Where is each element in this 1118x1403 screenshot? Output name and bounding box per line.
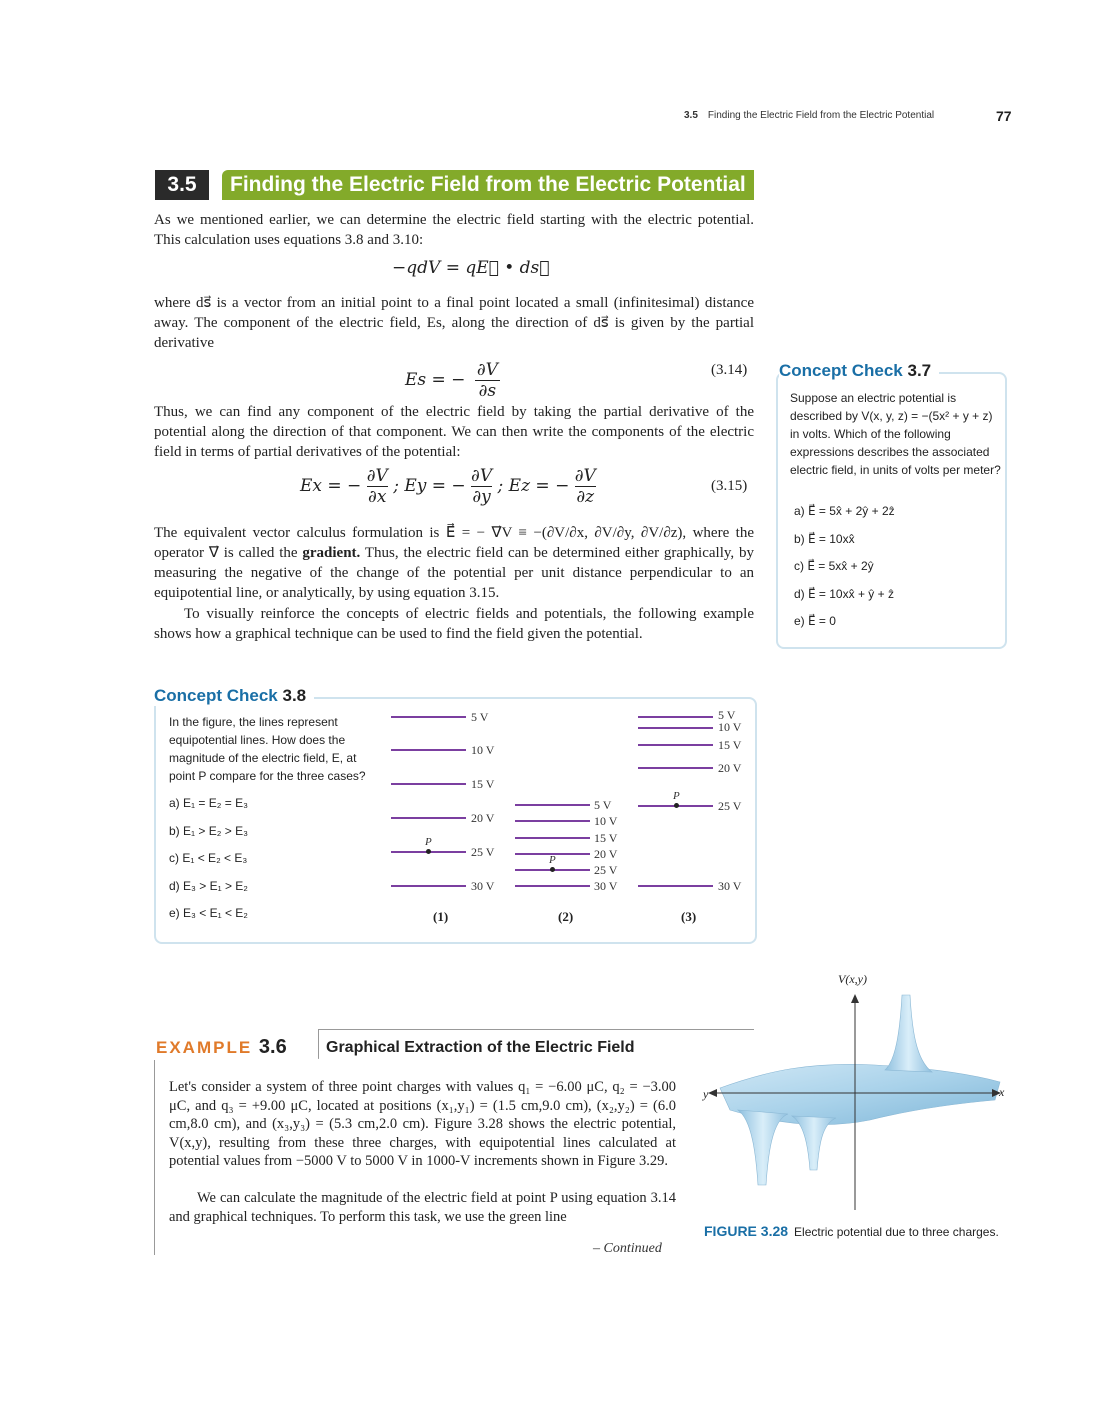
panel2-label-30v: 30 V: [594, 879, 618, 893]
panel1-line-5v: [391, 716, 466, 718]
paragraph-gradient: [154, 523, 754, 603]
panel2-label-25v: 25 V: [594, 863, 618, 877]
eq315-ex-frac: [367, 466, 388, 507]
panel3-label-10v: 10 V: [718, 720, 742, 734]
cc38-label: Concept Check: [154, 686, 278, 705]
eq315-ey: ; Ey = −: [393, 476, 466, 496]
panel2-label-20v: 20 V: [594, 847, 618, 861]
figure-axis-x-label: x: [999, 1085, 1005, 1099]
cc37-number: 3.7: [907, 361, 932, 380]
panel1-label-10v: 10 V: [471, 743, 495, 757]
panel3-label-15v: 15 V: [718, 738, 742, 752]
concept-check-3-7-title: [779, 361, 939, 381]
concept-check-3-8-title: [154, 686, 314, 706]
gradient-text-a: The equivalent vector calculus formulation is E⃗ = − ∇⃗V ≡ −(∂V/∂x, ∂V/∂y, ∂V/∂z), where the operator ∇⃗ is called the: [154, 525, 754, 561]
section-number: 3.5: [155, 170, 209, 200]
eq314-lhs: Es = −: [405, 370, 466, 390]
paragraph-ds: where ds⃗ is a vector from an initial point to a final point located a small (infinitesimal) distance away. The component of the electric field, Es, along the direction of ds⃗ is given by the partial derivative: [154, 295, 754, 351]
eq315-ey-frac: [471, 466, 492, 507]
running-header-section: 3.5: [684, 110, 698, 121]
panel2-line-10v: [515, 820, 590, 822]
example-title: Graphical Extraction of the Electric Field: [326, 1039, 635, 1056]
eq315-ez-den: ∂z: [576, 487, 595, 507]
panel2-line-30v: [515, 885, 590, 887]
equation-work: −qdV = qE⃗ • ds⃗: [392, 258, 550, 278]
cc37-option-e[interactable]: e) E⃗ = 0: [794, 614, 836, 628]
section-title: Finding the Electric Field from the Electric Potential: [222, 170, 754, 200]
panel1-label-25v: 25 V: [471, 845, 495, 859]
eq314-num: ∂V: [476, 360, 498, 380]
panel2-label-5v: 5 V: [594, 798, 612, 812]
panel1-point-p: [426, 849, 431, 854]
example-label: [156, 1036, 287, 1059]
panel2-label-15v: 15 V: [594, 831, 618, 845]
page-number: 77: [996, 108, 1012, 124]
panel2-line-5v: [515, 804, 590, 806]
example-header-tick: [318, 1029, 319, 1059]
cc38-question: In the figure, the lines represent equipotential lines. How does the magnitude of the electric field, E, at point P compare for the three cases?: [169, 715, 366, 783]
panel3-line-15v: [638, 744, 713, 746]
figure-caption-text: Electric potential due to three charges.: [794, 1225, 999, 1239]
cc37-option-d[interactable]: d) E⃗ = 10xx̂ + ŷ + ẑ: [794, 587, 894, 601]
panel1-line-20v: [391, 817, 466, 819]
example-header-rule: [318, 1029, 754, 1030]
example-continued: – Continued: [593, 1241, 662, 1256]
gradient-term: gradient.: [302, 545, 361, 561]
gradient-text-b: Thus, the electric field can be determined either graphically, by measuring the negative of the change of the potential per unit distance perpendicular to an equipotential line, or analytically, by using equation 3.15.: [154, 545, 754, 601]
equation-3-14-tag: (3.14): [711, 362, 748, 378]
equation-3-14: [405, 360, 500, 401]
figure-label: FIGURE 3.28: [704, 1223, 789, 1239]
example-paragraph-2: We can calculate the magnitude of the electric field at point P using equation 3.14 and graphical techniques. To perform this task, we use the green line: [169, 1190, 676, 1225]
figure-axis-y-label: y: [703, 1087, 709, 1101]
panel3-line-20v: [638, 767, 713, 769]
panel2-label-10v: 10 V: [594, 814, 618, 828]
cc37-option-c[interactable]: c) E⃗ = 5xx̂ + 2ŷ: [794, 559, 874, 573]
panel1-line-15v: [391, 783, 466, 785]
eq314-den: ∂s: [478, 381, 497, 401]
example-word: EXAMPLE: [156, 1038, 253, 1057]
panel1-line-30v: [391, 885, 466, 887]
paragraph-transition: To visually reinforce the concepts of electric fields and potentials, the following example shows how a graphical technique can be used to find the field given the potential.: [154, 606, 754, 642]
eq314-fraction: [475, 360, 500, 401]
panel2-caption: (2): [558, 909, 574, 924]
panel3-point-p: [674, 803, 679, 808]
panel3-p-label: P: [673, 790, 680, 802]
eq315-ex-den: ∂x: [368, 487, 387, 507]
panel1-line-10v: [391, 749, 466, 751]
panel3-line-5v: [638, 716, 713, 718]
running-header: [684, 110, 934, 121]
panel3-line-10v: [638, 727, 713, 729]
cc38-option-e[interactable]: e) E₃ < E₁ < E₂: [169, 906, 248, 920]
cc37-question: Suppose an electric potential is described by V(x, y, z) = −(5x² + y + z) in volts. Which of the following expressions describes the associated electric field, in units of volts per meter?: [790, 391, 1001, 477]
paragraph-intro: As we mentioned earlier, we can determine the electric field starting with the electric potential. This calculation uses equations 3.8 and 3.10:: [154, 212, 754, 248]
panel1-p-label: P: [425, 836, 432, 848]
cc37-label: Concept Check: [779, 361, 903, 380]
equation-3-15: [300, 466, 596, 507]
panel2-p-label: P: [549, 854, 556, 866]
cc38-option-a[interactable]: a) E₁ = E₂ = E₃: [169, 796, 248, 810]
example-side-rule: [154, 1060, 155, 1255]
equation-3-15-tag: (3.15): [711, 478, 748, 494]
figure-3-28-caption: [704, 1223, 999, 1239]
eq315-ey-num: ∂V: [471, 466, 493, 486]
cc37-option-a[interactable]: a) E⃗ = 5x̂ + 2ŷ + 2ẑ: [794, 504, 895, 518]
cc38-number: 3.8: [282, 686, 307, 705]
panel3-label-25v: 25 V: [718, 799, 742, 813]
panel1-caption: (1): [433, 909, 449, 924]
panel3-line-30v: [638, 885, 713, 887]
eq315-ey-den: ∂y: [472, 487, 491, 507]
figure-axis-v-label: V(x,y): [838, 972, 867, 986]
panel3-label-5v: 5 V: [718, 708, 736, 722]
panel3-caption: (3): [681, 909, 697, 924]
panel1-label-15v: 15 V: [471, 777, 495, 791]
example-number: 3.6: [258, 1036, 287, 1058]
paragraph-components: Thus, we can find any component of the electric field by taking the partial derivative of the potential along the direction of that component. We can then write the components of the electric field in terms of partial derivatives of the potential:: [154, 404, 754, 460]
eq315-ez-num: ∂V: [574, 466, 596, 486]
cc38-option-b[interactable]: b) E₁ > E₂ > E₃: [169, 824, 248, 838]
panel1-label-5v: 5 V: [471, 710, 489, 724]
eq315-ez-frac: [575, 466, 596, 507]
panel3-label-20v: 20 V: [718, 761, 742, 775]
example-paragraph-1: Let's consider a system of three point charges with values q₁ = −6.00 μC, q₂ = −3.00 μC, and q₃ = +9.00 μC, located at positions (x₁,y₁) = (1.5 cm,9.0 cm), (x₂,y₂) = (6.0 cm,8.0 cm), and (x₃,y₃) = (5.3 cm,2.0 cm). Figure 3.28 shows the electric potential, V(x,y), resulting from these three charges, with equipotential lines calculated at potential values from −5000 V to 5000 V in 1000-V increments shown in Figure 3.29.: [169, 1079, 676, 1169]
figure-3-28-plot: [700, 970, 1010, 1215]
cc37-option-b[interactable]: b) E⃗ = 10xx̂: [794, 532, 855, 546]
panel1-label-20v: 20 V: [471, 811, 495, 825]
eq315-ex-num: ∂V: [366, 466, 388, 486]
eq315-ez: ; Ez = −: [497, 476, 570, 496]
cc38-option-d[interactable]: d) E₃ > E₁ > E₂: [169, 879, 248, 893]
cc38-option-c[interactable]: c) E₁ < E₂ < E₃: [169, 851, 248, 865]
panel1-label-30v: 30 V: [471, 879, 495, 893]
eq315-ex: Ex = −: [300, 476, 362, 496]
running-header-title: Finding the Electric Field from the Electric Potential: [707, 110, 935, 121]
panel3-label-30v: 30 V: [718, 879, 742, 893]
panel2-point-p: [550, 867, 555, 872]
panel2-line-15v: [515, 837, 590, 839]
